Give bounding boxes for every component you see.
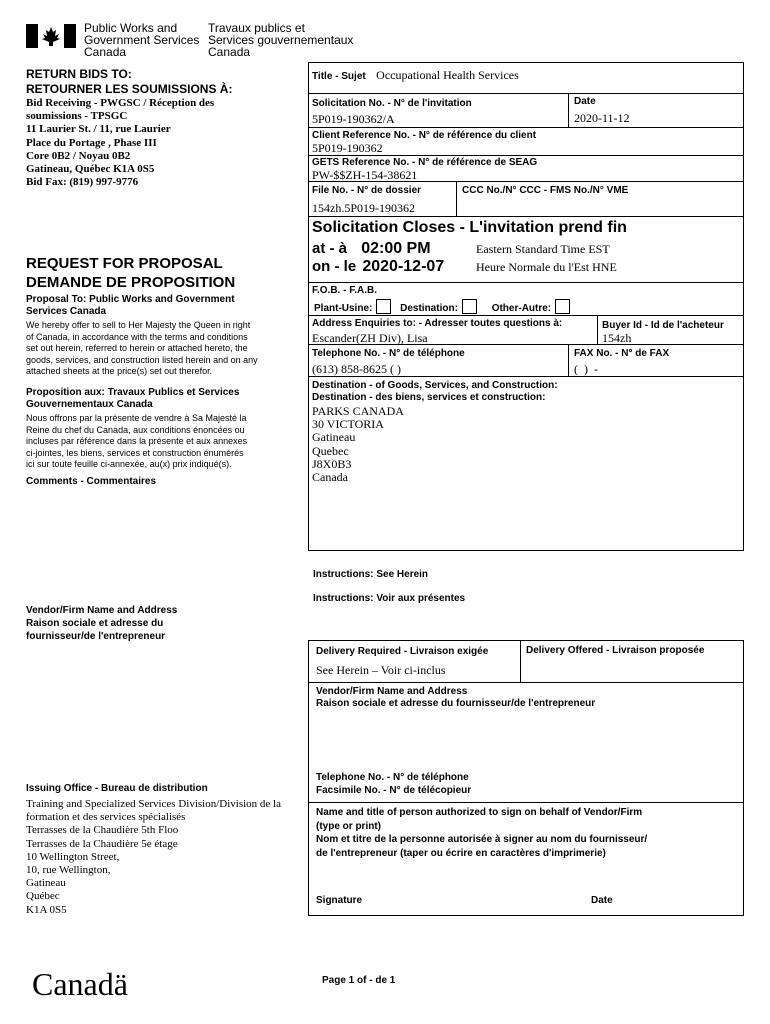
title-field: Title - Sujet Occupational Health Services <box>312 68 519 82</box>
fax-value: ( ) - <box>574 362 598 376</box>
client-ref-label: Client Reference No. - N° de référence du client <box>312 130 537 141</box>
destination-address: PARKS CANADA 30 VICTORIA Gatineau Quebec J8X0B3 Canada <box>312 404 404 485</box>
other-checkbox[interactable] <box>555 299 570 314</box>
telephone-value: (613) 858-8625 ( ) <box>312 362 401 376</box>
closing-date-row: on - le 2020-12-07 <box>312 258 445 275</box>
return-bids-title: RETURN BIDS TO: RETOURNER LES SOUMISSIONS À: <box>26 67 233 96</box>
rfp-title: REQUEST FOR PROPOSAL DEMANDE DE PROPOSITION <box>26 255 236 291</box>
timezone-fr: Heure Normale du l'Est HNE <box>476 260 617 274</box>
canada-wordmark: Canadä <box>32 966 128 1002</box>
solicitation-value: 5P019-190362/A <box>312 112 395 126</box>
timezone-en: Eastern Standard Time EST <box>476 242 610 256</box>
signature-label: Signature <box>316 895 363 906</box>
fob-label: F.O.B. - F.A.B. <box>312 285 377 296</box>
proposal-to-en: Proposal To: Public Works and Government Services Canada <box>26 294 235 317</box>
signature-date-label: Date <box>591 895 613 906</box>
plant-checkbox[interactable] <box>376 299 391 314</box>
destination-label: Destination - of Goods, Services, and Construction: Destination - des biens, services et construction: <box>312 380 558 403</box>
department-name-fr: Travaux publics et Services gouvernementaux Canada <box>208 21 354 59</box>
solicitation-closes-title: Solicitation Closes - L'invitation prend fin <box>312 219 627 236</box>
delivery-required-label: Delivery Required - Livraison exigée <box>316 646 489 657</box>
vendor-contact-labels: Telephone No. - N° de téléphone Facsimile No. - N° de télécopieur <box>316 772 472 796</box>
page-number: Page 1 of - de 1 <box>322 975 396 986</box>
file-no-label: File No. - N° de dossier <box>312 185 422 196</box>
date-label: Date <box>574 96 596 107</box>
issuing-office-label: Issuing Office - Bureau de distribution <box>26 783 208 794</box>
fob-options: Plant-Usine: Destination: Other-Autre: <box>314 299 576 314</box>
gets-ref-label: GETS Reference No. - N° de référence de SEAG <box>312 157 538 168</box>
proposal-to-fr: Proposition aux: Travaux Publics et Services Gouvernementaux Canada <box>26 387 240 410</box>
department-name-en: Public Works and Government Services Canada <box>84 21 200 59</box>
delivery-offered-label: Delivery Offered - Livraison proposée <box>526 645 705 656</box>
address-enquiries-label: Address Enquiries to: - Adresser toutes questions à: <box>312 318 563 329</box>
solicitation-label: Solicitation No. - N° de l'invitation <box>312 98 472 109</box>
address-enquiries-value: Escander(ZH Div), Lisa <box>312 331 428 345</box>
instructions-en: Instructions: See Herein <box>313 569 429 580</box>
destination-checkbox[interactable] <box>462 299 477 314</box>
buyer-id-label: Buyer Id - Id de l'acheteur <box>602 320 724 331</box>
buyer-id-value: 154zh <box>602 331 632 345</box>
authorized-signer-label: Name and title of person authorized to sign on behalf of Vendor/Firm (type or print) Nom et titre de la personne autorisée à signer au nom du fournisseur/ de l'entrepreneur (taper ou écrire en caractères d'imprimerie) <box>316 807 648 859</box>
proposal-body-fr: Nous offrons par la présente de vendre à Sa Majesté la Reine du chef du Canada, aux conditions énoncées ou incluses par référence dans la présente et aux annexes ci-jointes, les biens, services et construction énumérés ici sur toute feuille ci-annexée, au(x) prix indiqué(s). <box>26 413 248 470</box>
instructions-fr: Instructions: Voir aux présentes <box>313 593 466 604</box>
comments-label: Comments - Commentaires <box>26 476 157 487</box>
delivery-required-value: See Herein – Voir ci-inclus <box>316 663 446 677</box>
return-bids-address: Bid Receiving - PWGSC / Réception des soumissions - TPSGC 11 Laurier St. / 11, rue Laurier Place du Portage , Phase III Core 0B2 / Noyau 0B2 Gatineau, Québec K1A 0S5 Bid Fax: (819) 997-9776 <box>26 97 215 189</box>
date-value: 2020-11-12 <box>574 111 630 125</box>
vendor-label: Vendor/Firm Name and Address Raison sociale et adresse du fournisseur/de l'entrepreneur <box>316 686 596 709</box>
ccc-label: CCC No./N° CCC - FMS No./N° VME <box>462 185 629 196</box>
gets-ref-value: PW-$$ZH-154-38621 <box>312 168 418 182</box>
file-no-value: 154zh.5P019-190362 <box>312 201 415 215</box>
issuing-office-address: Training and Specialized Services Division/Division de la formation et des services spécialisés Terrasses de la Chaudière 5th Floo Terrasses de la Chaudière 5e étage 10 Wellington Street, 10, rue Wellington, Gatineau Québec K1A 0S5 <box>26 798 281 916</box>
fax-label: FAX No. - N° de FAX <box>574 348 670 359</box>
vendor-label-left: Vendor/Firm Name and Address Raison sociale et adresse du fournisseur/de l'entrepreneur <box>26 605 178 642</box>
proposal-body-en: We hereby offer to sell to Her Majesty the Queen in right of Canada, in accordance with the terms and conditions set out herein, referred to herein or attached hereto, the goods, services, and construction listed herein and on any attached sheets at the price(s) set out therefor. <box>26 320 258 377</box>
closing-time-row: at - à 02:00 PM <box>312 240 431 257</box>
canada-flag-icon <box>26 24 76 48</box>
telephone-label: Telephone No. - N° de téléphone <box>312 348 465 359</box>
client-ref-value: 5P019-190362 <box>312 141 383 155</box>
